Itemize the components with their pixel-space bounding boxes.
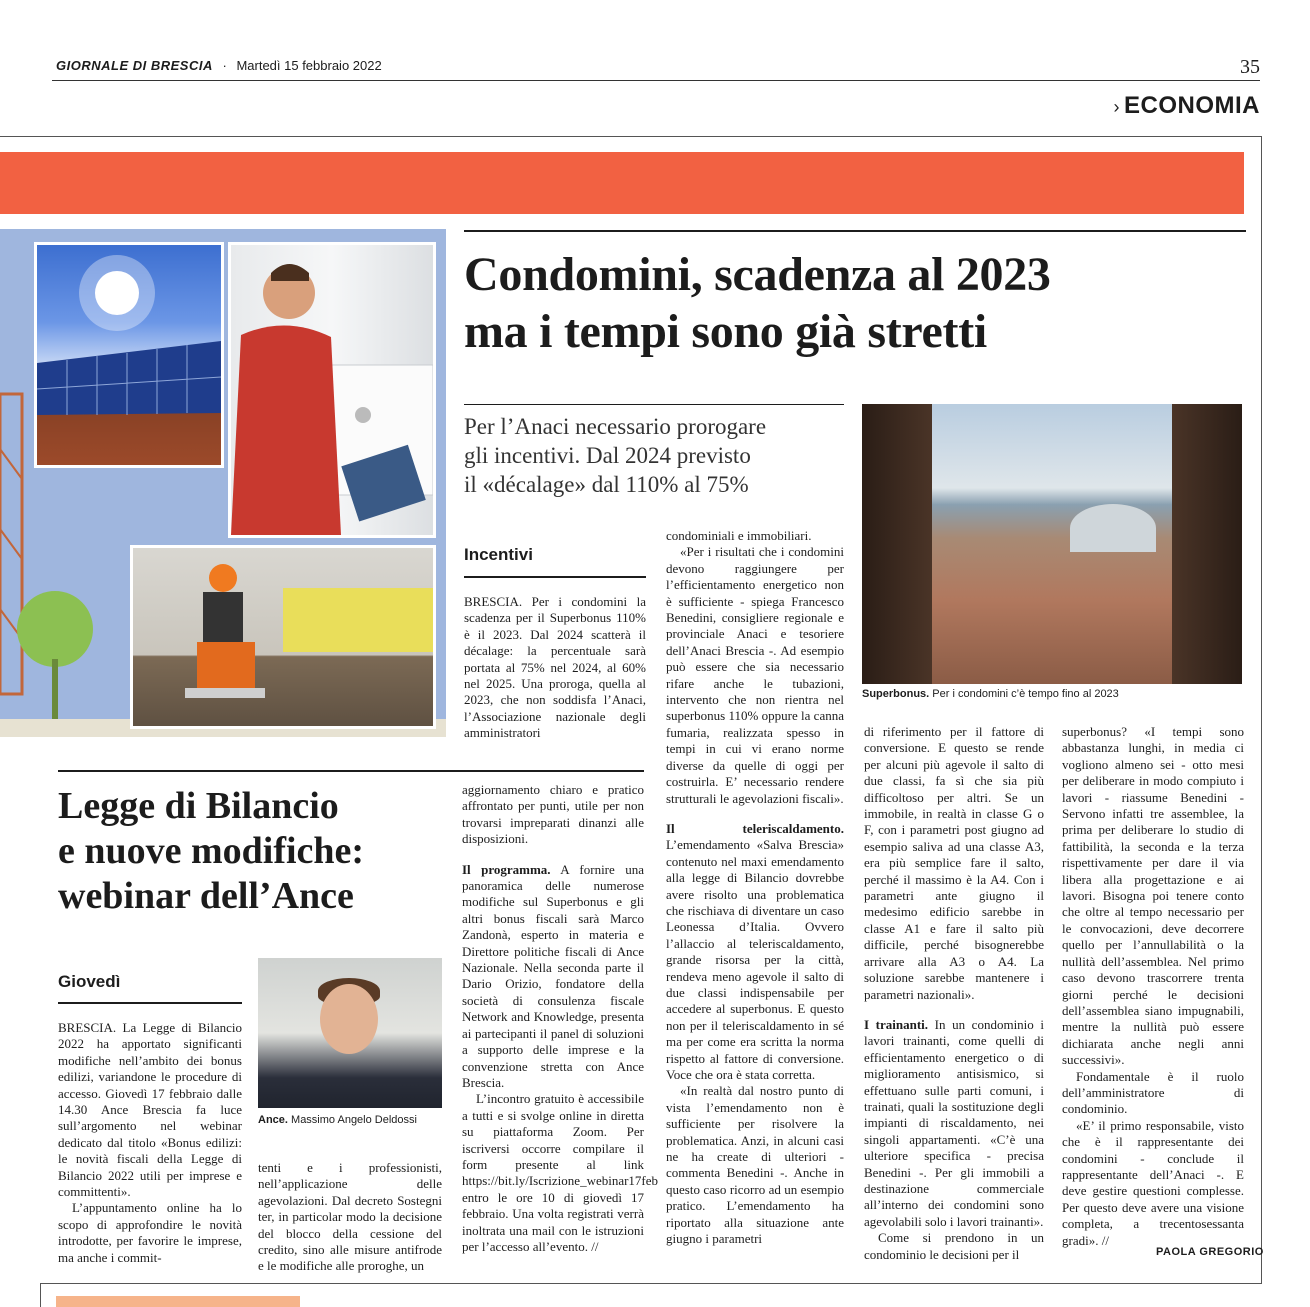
insulation-worker-photo xyxy=(130,545,436,729)
main-col2 xyxy=(666,528,844,1247)
subhead-line3: il «décalage» dal 110% al 75% xyxy=(464,472,749,497)
paragraph: A fornire una panoramica delle numerose modifiche sul Superbonus e gli altri bonus fiscali sarà Marco Zandonà, esperto in materia e Direttore politiche fiscali di Ance Nazionale. Nella seconda parte il Dario Orizio, fondatore della società di consulenza fiscale Network and Knowledge, presenta ai partecipanti il panel di soluzioni a supporto delle imprese e la convenzione stretta con Ance Brescia. xyxy=(462,861,644,1090)
section-label-incentivi: Incentivi xyxy=(464,545,533,564)
paragraph: di riferimento per il fattore di conversione. E questo se rende per alcuni più agevole il salto di due classi, fa sì che sia più difficoltoso per altri. Se un immobile, in realtà in classe G o F, con i parametri post giugno ad esempio saliva ad una classe A3, era più semplice fare il salto, perché il massimo è la A4. Con i parametri ante giugno il medesimo edificio sarebbe in classe A1 e fare il salto più difficile, perché bisognerebbe arrivare alla A3 o A4. La soluzione sarebbe mantenere i parametri nazionali». xyxy=(864,724,1044,1002)
publication-name: GIORNALE DI BRESCIA xyxy=(56,58,213,73)
caption-text: Per i condomini c’è tempo fino al 2023 xyxy=(932,688,1119,700)
second-col2 xyxy=(258,1160,442,1275)
caption-lead: Superbonus. xyxy=(862,688,930,700)
subhead-rule xyxy=(464,404,844,405)
main-headline xyxy=(464,246,1254,360)
paragraph: Fondamentale è il ruolo dell’amministratore di condominio. xyxy=(1062,1068,1244,1117)
window-shutter-left xyxy=(862,404,932,684)
issue-date: Martedì 15 febbraio 2022 xyxy=(236,58,382,73)
paragraph: aggiornamento chiaro e pratico affrontato per punti, utile per non trovarsi impreparati dinanzi alle disposizioni. xyxy=(462,782,644,847)
face-shape xyxy=(320,984,378,1054)
cathedral-dome xyxy=(1070,504,1156,552)
page-number: 35 xyxy=(1240,56,1260,78)
bottom-tab xyxy=(56,1296,300,1307)
main-col1 xyxy=(464,594,646,742)
second-headline-line1: Legge di Bilancio xyxy=(58,785,339,827)
chevron-right-icon: › xyxy=(1113,97,1120,117)
section-label-giovedi: Giovedì xyxy=(58,972,121,991)
second-headline-line3: webinar dell’Ance xyxy=(58,875,354,917)
paragraph: In un condominio i lavori trainanti, come quelli di efficientamento energetico o di miglioramento antisismico, si effettuano sulle parti comuni, i trainati, quali la sostituzione degli impianti di riscaldamento, nei singoli appartamenti. «C’è una ulteriore specifica - precisa Benedini -. Per gli immobili a destinazione commerciale all’interno dei condomini sono agevolabili solo i lavori trainanti». xyxy=(864,1016,1045,1229)
main-headline-line1: Condomini, scadenza al 2023 xyxy=(464,248,1051,301)
headline-rule xyxy=(464,230,1246,232)
illustration-collage xyxy=(0,229,446,737)
second-headline-rule xyxy=(58,770,644,772)
second-col1 xyxy=(58,1020,242,1266)
paragraph: «Per i risultati che i condomini devono raggiungere per l’efficientamento energetico non è sufficiente - spiega Francesco Benedini, consigliere regionale e provinciale Anaci e tesoriere dell’Anaci Brescia -. Ad esempio può essere che sia necessario rifare anche le tubazioni, intervento che non rientra nel superbonus 110% oppure la canna fumaria, realizzata spesso in tempi in cui vi erano norme diverse da quelle di oggi per costruirla. E’ necessario rendere strutturali le agevolazioni fiscali». xyxy=(666,544,844,806)
section-name: ECONOMIA xyxy=(1124,92,1260,119)
paragraph: L’appuntamento online ha lo scopo di approfondire le novità introdotte, per favorire le imprese, ma anche i commit- xyxy=(58,1200,242,1265)
main-col4 xyxy=(1062,724,1244,1249)
portrait-caption xyxy=(258,1114,442,1126)
paragraph: BRESCIA. Per i condomini la scadenza per il Superbonus 110% è il 2023. Dal 2024 scatterà il décalage: la percentuale sarà portata al 75% nel 2024, al 60% nel 2025. Una proroga, quella al 2023, che non soddisfa l’Anaci, l’Associazione nazionale degli amministratori xyxy=(464,594,646,741)
section-label-rule xyxy=(464,576,646,578)
paragraph: «In realtà dal nostro punto di vista l’emendamento non è sufficiente per risolvere la problematica. Anzi, in alcuni casi ne ha create di ulteriori - commenta Benedini -. Anche in questo caso ricorro ad un esempio pratico. L’emendamento ha riportato alla situazione ante giugno i parametri xyxy=(666,1083,844,1247)
brescia-city-photo xyxy=(862,404,1242,684)
section-title xyxy=(1114,92,1261,120)
header-separator: · xyxy=(222,58,227,73)
paragraph: tenti e i professionisti, nell’applicazione delle agevolazioni. Dal decreto Sostegni ter, in particolar modo la decisione del blocco della cessione del credito, sino alle misure antifrode e le modifiche alle proroghe, un xyxy=(258,1160,442,1274)
frame-bottom xyxy=(40,1283,1262,1284)
paragraph: L’incontro gratuito è accessibile a tutti e si svolge online in diretta su piattaforma Zoom. Per iscriversi occorre compilare il form presente al link https://bit.ly/Iscrizione_webinar17feb entro le ore 10 di giovedì 17 febbraio. Una volta registrati verrà inoltrata una mail con le istruzioni per l’accesso all’evento. // xyxy=(462,1091,659,1254)
subhead-programma: Il programma. xyxy=(462,861,551,877)
paragraph: condominiali e immobiliari. xyxy=(666,528,812,543)
main-headline-line2: ma i tempi sono già stretti xyxy=(464,305,987,358)
header-rule xyxy=(52,80,1260,81)
paragraph: L’emendamento «Salva Brescia» contenuto nel maxi emendamento alla legge di Bilancio dovrebbe avere risolto una problematica che rischiava di diventare un caso Leonessa d’Italia. Ovvero l’allaccio al teleriscaldamento, grande risorsa per la città, rendeva meno agevole il salto di due classi indispensabile per accedere al superbonus. E questo non per il teleriscaldamento in sé ma per come era scritta la norma rispetto al fattore di conversione. Voce che ora è stata corretta. xyxy=(666,837,844,1082)
subhead-line2: gli incentivi. Dal 2024 previsto xyxy=(464,443,751,468)
frame-left xyxy=(40,1283,41,1307)
paragraph: Come si prendono in un condominio le decisioni per il xyxy=(864,1230,1044,1262)
caption-text: Massimo Angelo Deldossi xyxy=(291,1114,417,1126)
second-headline xyxy=(58,784,448,919)
subhead-trainanti: I trainanti. xyxy=(864,1016,929,1032)
second-col3 xyxy=(462,782,659,1255)
caption-lead: Ance. xyxy=(258,1114,288,1126)
technician-boiler-photo xyxy=(228,242,436,538)
page-header xyxy=(56,58,382,73)
giovedi-rule xyxy=(58,1002,242,1004)
subhead-teleriscaldamento: Il teleriscaldamento. xyxy=(666,820,844,836)
solar-panel-photo xyxy=(34,242,224,468)
decorative-band xyxy=(0,152,1244,214)
second-headline-line2: e nuove modifiche: xyxy=(58,830,365,872)
window-shutter-right xyxy=(1172,404,1242,684)
city-photo-caption xyxy=(862,688,1242,700)
main-subheadline xyxy=(464,412,844,499)
subhead-line1: Per l’Anaci necessario prorogare xyxy=(464,414,767,439)
main-col3 xyxy=(864,724,1044,1263)
frame-top xyxy=(0,136,1262,137)
paragraph: BRESCIA. La Legge di Bilancio 2022 ha apportato significanti modifiche nell’ambito dei bonus edilizi, variandone le procedure di accesso. Giovedì 17 febbraio dalle 14.30 Ance Brescia fa luce sull’argomento nel webinar dedicato dal titolo «Bonus edilizi: le novità fiscali della Legge di Bilancio 2022 utili per imprese e committenti». xyxy=(58,1020,242,1200)
author-signature: PAOLA GREGORIO xyxy=(1156,1246,1264,1258)
frame-right xyxy=(1261,136,1262,1284)
paragraph: superbonus? «I tempi sono abbastanza lunghi, in media ci vogliono almeno sei - otto mesi per deliberare in modo compiuto i lavori - riassume Benedini - Servono infatti tre assemblee, la prima per deliberare lo studio di fattibilità, la seconda e la terza rispettivamente per dare il via libera alla progettazione e ai lavori. Bisogna poi tenere conto che oltre al tempo necessario per le convocazioni, deve decorrere quello per l’annullabilità o la nullità dell’assemblea. Nel primo caso devono trascorrere trenta giorni perché le decisioni dell’assemblea siano impugnabili, mentre la nullità può essere dichiarata anche negli anni successivi». xyxy=(1062,724,1244,1068)
deldossi-portrait-photo xyxy=(258,958,442,1108)
paragraph: «E’ il primo responsabile, visto che è il rappresentante dei condomini - conclude il rappresentante dell’Anaci -. E deve gestire questioni complesse. Per questo deve avere una visione completa, a trecentosessanta gradi». // xyxy=(1062,1117,1244,1248)
